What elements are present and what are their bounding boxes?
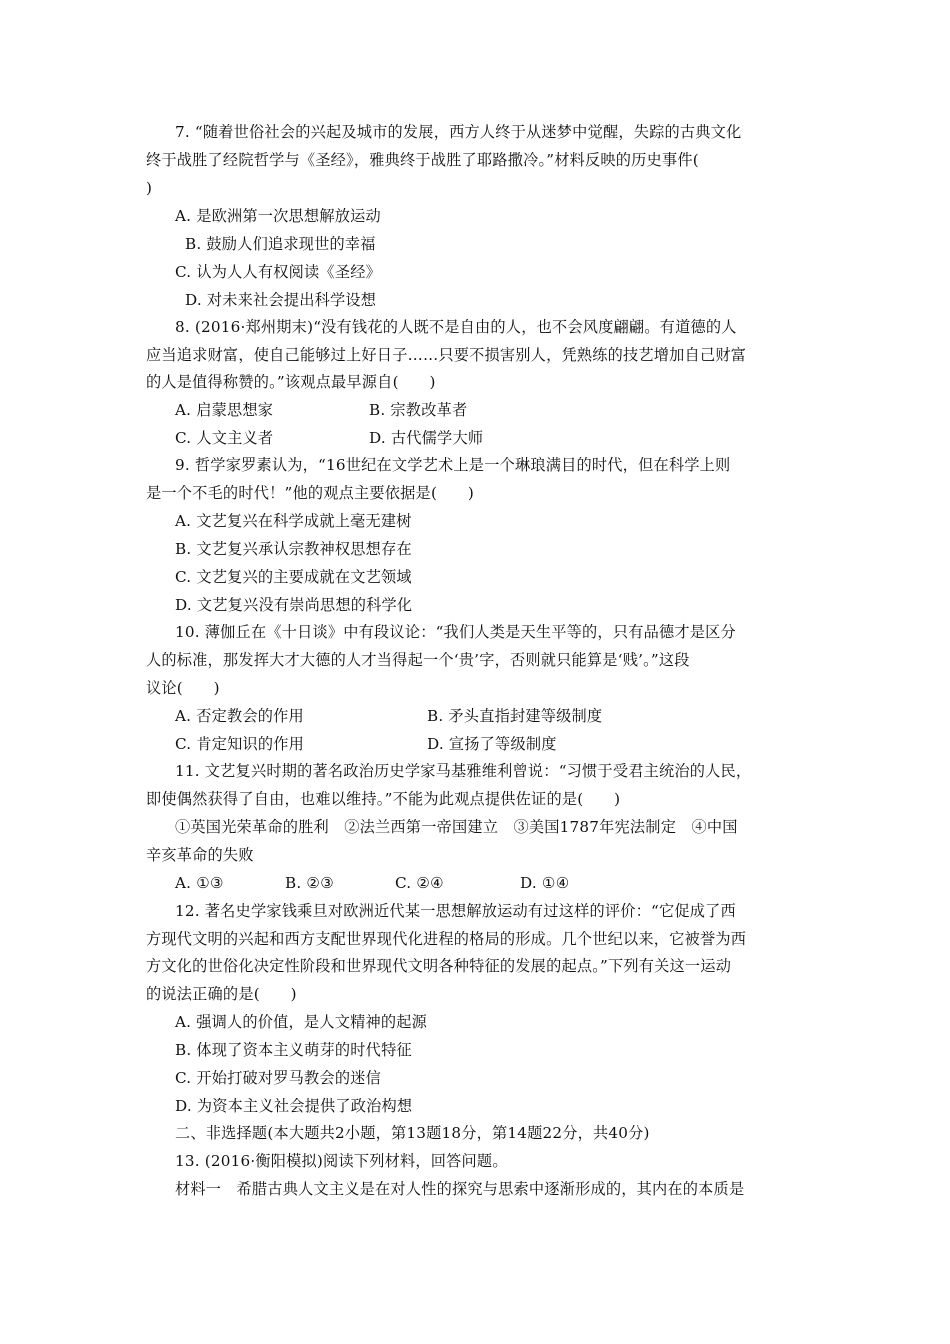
q8-option-b: B. 宗教改革者 — [369, 401, 468, 419]
q12-stem-line-4: 的说法正确的是( ) — [146, 985, 297, 1003]
q7-option-b: B. 鼓励人们追求现世的幸福 — [185, 235, 376, 253]
q11-option-b: B. ②③ — [285, 874, 335, 892]
q11-stem-line-1: 11. 文艺复兴时期的著名政治历史学家马基雅维利曾说：“习惯于受君主统治的人民， — [175, 762, 752, 780]
q11-items-line-1: ①英国光荣革命的胜利 ②法兰西第一帝国建立 ③美国1787年宪法制定 ④中国 — [175, 818, 738, 836]
q10-stem-line-1: 10. 薄伽丘在《十日谈》中有段议论：“我们人类是天生平等的，只有品德才是区分 — [175, 623, 736, 641]
q11-items-line-2: 辛亥革命的失败 — [146, 846, 254, 864]
q9-stem-line-1: 9. 哲学家罗素认为，“16世纪在文学艺术上是一个琳琅满目的时代，但在科学上则 — [175, 456, 731, 474]
q10-option-b: B. 矛头直指封建等级制度 — [427, 707, 603, 725]
q9-option-c: C. 文艺复兴的主要成就在文艺领域 — [175, 568, 412, 586]
q10-option-c: C. 肯定知识的作用 — [175, 735, 305, 753]
q12-stem-line-2: 方现代文明的兴起和西方支配世界现代化进程的格局的形成。几个世纪以来，它被誉为西 — [146, 930, 747, 948]
q12-option-d: D. 为资本主义社会提供了政治构想 — [175, 1097, 413, 1115]
q7-stem-line-3: ) — [146, 179, 153, 197]
q7-stem-line-1: 7. “随着世俗社会的兴起及城市的发展，西方人终于从迷梦中觉醒，失踪的古典文化 — [175, 123, 742, 141]
q9-stem-line-2: 是一个不毛的时代！”他的观点主要依据是( ) — [146, 484, 474, 502]
q7-option-d: D. 对未来社会提出科学设想 — [185, 291, 377, 309]
q8-option-a: A. 启蒙思想家 — [175, 401, 274, 419]
q8-option-d: D. 古代儒学大师 — [369, 429, 484, 447]
q8-stem-line-2: 应当追求财富，使自己能够过上好日子……只要不损害别人，凭熟练的技艺增加自己财富 — [146, 346, 747, 364]
q11-stem-line-2: 即使偶然获得了自由，也难以维持。”不能为此观点提供佐证的是( ) — [146, 790, 621, 808]
q7-option-a: A. 是欧洲第一次思想解放运动 — [175, 207, 381, 225]
q11-option-d: D. ①④ — [520, 874, 570, 892]
q8-stem-line-3: 的人是值得称赞的。”该观点最早源自( ) — [146, 373, 436, 391]
q8-stem-line-1: 8. (2016·郑州期末)“没有钱花的人既不是自由的人，也不会风度翩翩。有道德的人 — [175, 318, 737, 336]
q11-option-a: A. ①③ — [175, 874, 224, 892]
section2-heading: 二、非选择题(本大题共2小题，第13题18分，第14题22分，共40分) — [175, 1124, 650, 1142]
q13-material-1: 材料一 希腊古典人文主义是在对人性的探究与思索中逐渐形成的，其内在的本质是 — [175, 1180, 745, 1198]
q8-option-c: C. 人文主义者 — [175, 429, 274, 447]
q9-option-d: D. 文艺复兴没有崇尚思想的科学化 — [175, 596, 413, 614]
q10-option-a: A. 否定教会的作用 — [175, 707, 304, 725]
q12-option-c: C. 开始打破对罗马教会的迷信 — [175, 1069, 381, 1087]
q10-option-d: D. 宣扬了等级制度 — [427, 735, 557, 753]
q10-stem-line-3: 议论( ) — [146, 679, 220, 697]
q12-option-a: A. 强调人的价值，是人文精神的起源 — [175, 1013, 428, 1031]
q9-option-a: A. 文艺复兴在科学成就上毫无建树 — [175, 512, 412, 530]
q9-option-b: B. 文艺复兴承认宗教神权思想存在 — [175, 540, 412, 558]
q12-stem-line-3: 方文化的世俗化决定性阶段和世界现代文明各种特征的发展的起点。”下列有关这一运动 — [146, 957, 732, 975]
q12-stem-line-1: 12. 著名史学家钱乘旦对欧洲近代某一思想解放运动有过这样的评价：“它促成了西 — [175, 902, 736, 920]
q7-stem-line-2: 终于战胜了经院哲学与《圣经》，雅典终于战胜了耶路撒冷。”材料反映的历史事件( — [146, 151, 699, 169]
q12-option-b: B. 体现了资本主义萌芽的时代特征 — [175, 1041, 412, 1059]
q11-option-c: C. ②④ — [395, 874, 444, 892]
q7-option-c: C. 认为人人有权阅读《圣经》 — [175, 263, 381, 281]
q10-stem-line-2: 人的标准，那发挥大才大德的人才当得起一个‘贵’字，否则就只能算是‘贱’。”这段 — [146, 651, 690, 669]
q13-stem: 13. (2016·衡阳模拟)阅读下列材料，回答问题。 — [175, 1152, 508, 1170]
